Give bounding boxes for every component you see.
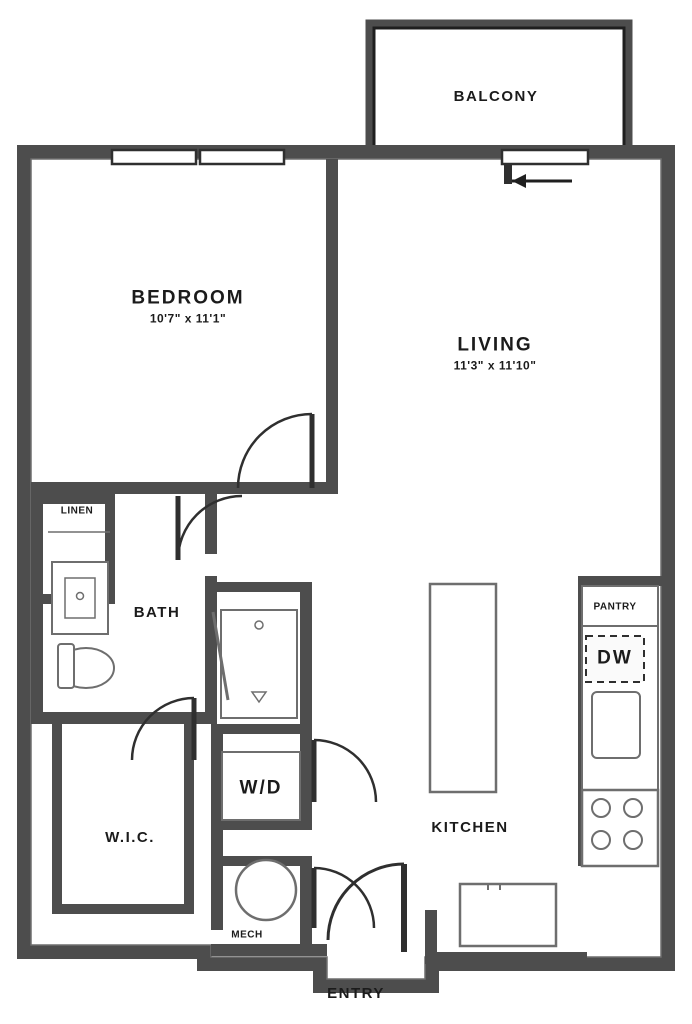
unit-outer-walls (24, 152, 668, 986)
water-heater (236, 860, 296, 920)
room-name-bedroom: BEDROOM (131, 287, 245, 309)
room-name-living: LIVING (457, 334, 533, 356)
room-name-bath: BATH (133, 603, 181, 621)
room-name-wd: W/D (239, 777, 283, 799)
room-name-mech: MECH (231, 929, 263, 941)
room-name-wic: W.I.C. (105, 828, 155, 846)
room-name-kitchen: KITCHEN (431, 818, 509, 836)
room-name-balcony: BALCONY (453, 87, 539, 105)
room-name-entry: ENTRY (327, 984, 385, 1002)
room-name-linen: LINEN (60, 505, 94, 517)
balcony-outline (370, 24, 628, 160)
room-name-dw: DW (597, 647, 633, 669)
room-dimensions-bedroom: 10'7" x 11'1" (149, 311, 227, 326)
room-dimensions-living: 11'3" x 11'10" (453, 358, 537, 373)
washer-dryer (222, 752, 300, 820)
room-name-pantry: PANTRY (593, 601, 637, 613)
